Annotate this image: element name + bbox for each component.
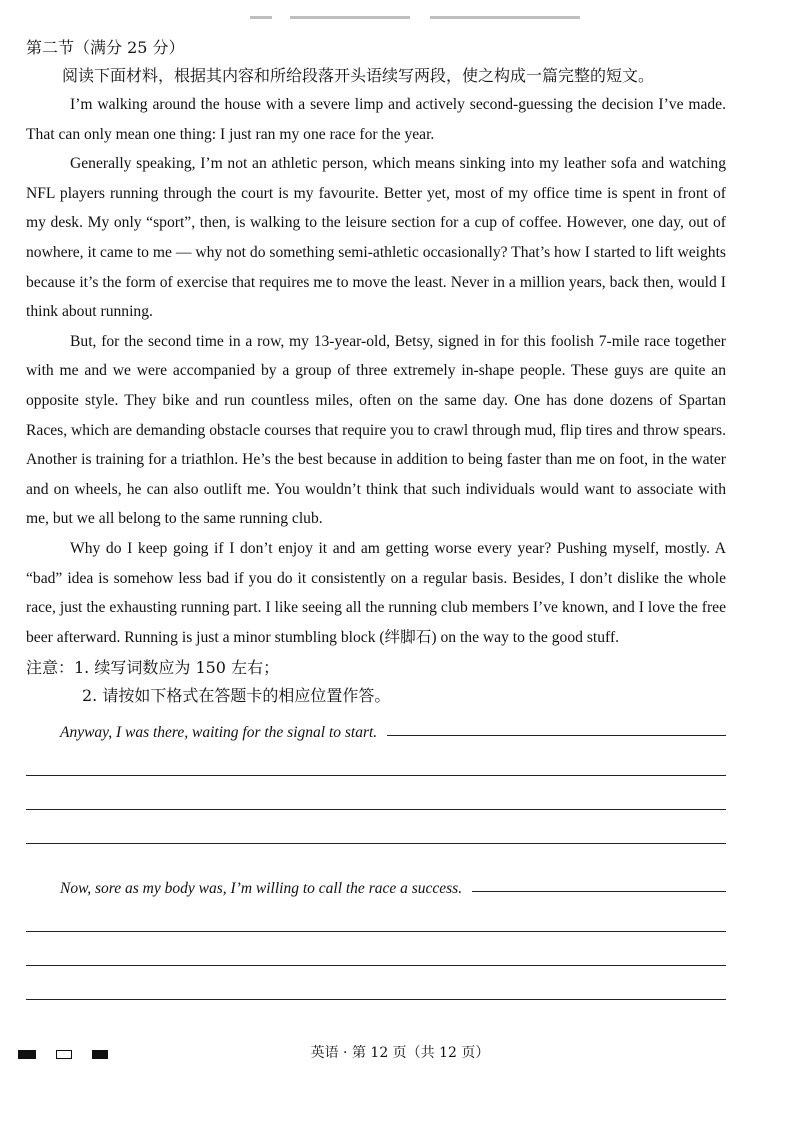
answer-blank[interactable] (387, 735, 726, 736)
page-footer (0, 1043, 800, 1067)
notes-item-2: 2. 请按如下格式在答题卡的相应位置作答。 (82, 686, 391, 706)
continuation-2-starter-row (26, 868, 726, 898)
section-title: 第二节（满分 25 分） (26, 38, 185, 57)
continuation-1-starter: Anyway, I was there, waiting for the signal to start. (60, 724, 378, 742)
notes-heading: 注意：1. 续写词数应为 150 左右； (26, 658, 280, 678)
passage-paragraph-1: I’m walking around the house with a severe limp and actively second-guessing the decision I’ve made. That can only mean one thing: I just ran my one race for the year. (26, 96, 726, 143)
continuation-2-starter: Now, sore as my body was, I’m willing to call the race a success. (60, 880, 463, 898)
passage-paragraph-3: But, for the second time in a row, my 13-year-old, Betsy, signed in for this foolish 7-mile race together with me and we were accompanied by a group of three extremely in-shape people. These guys are quite an opposite style. They bike and run countless miles, often on the same day. One has done dozens of Spartan Races, which are demanding obstacle courses that require you to crawl through mud, flip tires and throw spears. Another is training for a triathlon. He’s the best because in addition to being faster than me on foot, in the water and on wheels, he can also outlift me. You wouldn’t think that such individuals would want to associate with me, but we all belong to the same running club. (26, 332, 726, 528)
answer-line[interactable] (26, 742, 726, 776)
header-scan-artifact (250, 14, 590, 22)
passage-paragraph-4: Why do I keep going if I don’t enjoy it and am getting worse every year? Pushing myself, mostly. A “bad” idea is somehow less bad if you do it consistently on a regular basis. Besides, I don’t dislike the whole race, just the exhausting running part. I like seeing all the running club members I’ve known, and I love the free beer afterward. Running is just a minor stumbling block (绊脚石) on the way to the good stuff. (26, 539, 726, 646)
passage-paragraph-2: Generally speaking, I’m not an athletic person, which means sinking into my leather sofa and watching NFL players running through the court is my favourite. Better yet, most of my office time is spent in front of my desk. My only “sport”, then, is walking to the leisure section for a cup of coffee. However, one day, out of nowhere, it came to me — why not do something semi-athletic occasionally? That’s how I started to lift weights because it’s the form of exercise that requires me to move the least. Never in a million years, back then, would I think about running. (26, 155, 726, 321)
answer-line[interactable] (26, 966, 726, 1000)
answer-line[interactable] (26, 932, 726, 966)
answer-line[interactable] (26, 810, 726, 844)
answer-blank[interactable] (472, 891, 726, 892)
answer-line[interactable] (26, 776, 726, 810)
section-instruction: 阅读下面材料，根据其内容和所给段落开头语续写两段，使之构成一篇完整的短文。 (62, 66, 655, 85)
continuation-1-starter-row (26, 712, 726, 742)
page-number: 英语 · 第 12 页（共 12 页） (310, 1045, 490, 1061)
answer-line[interactable] (26, 898, 726, 932)
exam-page (26, 34, 726, 1000)
